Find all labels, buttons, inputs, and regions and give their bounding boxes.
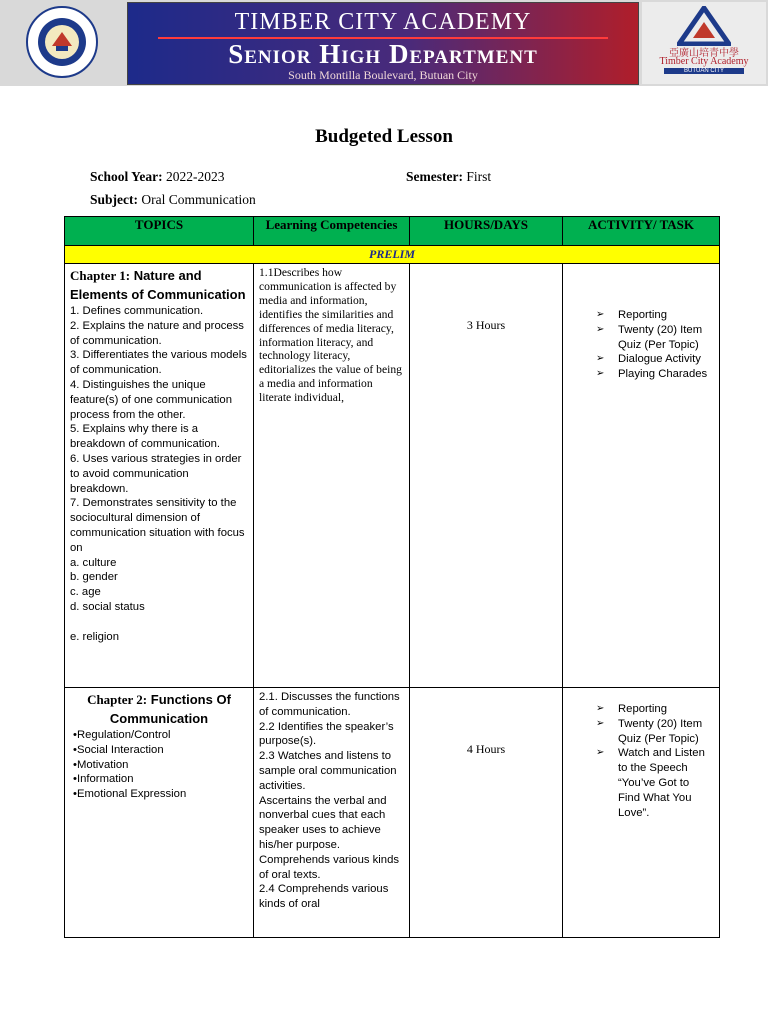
competency-item: Ascertains the verbal and nonverbal cues that each speaker uses to achieve his/her purpose. bbox=[259, 794, 387, 851]
activity-item: ➢ Twenty (20) Item Quiz (Per Topic) bbox=[596, 323, 714, 353]
header-topics: TOPICS bbox=[65, 217, 254, 246]
school-address: South Montilla Boulevard, Butuan City bbox=[288, 68, 478, 82]
deped-seal-icon bbox=[6, 6, 118, 78]
chapter-prefix: Chapter 2: bbox=[87, 692, 148, 707]
activity-item: ➢ Reporting bbox=[596, 308, 714, 323]
topic-list bbox=[70, 728, 248, 802]
school-year-label: School Year: bbox=[90, 169, 163, 184]
activity-item: ➢ Dialogue Activity bbox=[596, 352, 714, 367]
topics-cell bbox=[65, 264, 254, 688]
section-label: PRELIM bbox=[65, 246, 720, 264]
header-learning-competencies: Learning Competencies bbox=[254, 217, 410, 246]
chapter-heading bbox=[70, 266, 248, 304]
competencies-cell bbox=[254, 688, 410, 938]
semester-label: Semester: bbox=[406, 169, 463, 184]
school-year-value: 2022-2023 bbox=[166, 169, 225, 184]
table-row bbox=[65, 688, 720, 938]
topics-cell bbox=[65, 688, 254, 938]
topic-item: 2. Explains the nature and process of communication. bbox=[70, 319, 244, 347]
header-hours-days: HOURS/DAYS bbox=[410, 217, 563, 246]
competencies-cell: 1.1Describes how communication is affected by media and information, identifies the similarities and differences of media literacy, information literacy, and technology literacy, editorializes the value of being a media and information literate individual, bbox=[254, 264, 410, 688]
topic-item bbox=[70, 615, 248, 630]
chapter-heading bbox=[70, 690, 248, 728]
hours-cell: 4 Hours bbox=[410, 688, 563, 938]
activity-cell bbox=[563, 264, 720, 688]
topic-item: 5. Explains why there is a breakdown of communication. bbox=[70, 423, 221, 451]
topic-item: • Emotional Expression bbox=[73, 787, 248, 802]
topic-item: 1. Defines communication. bbox=[70, 305, 204, 317]
competency-item: 2.2 Identifies the speaker’s purpose(s). bbox=[259, 720, 394, 748]
budgeted-lesson-table bbox=[64, 216, 720, 938]
chapter-title: Nature and Elements of Communication bbox=[70, 268, 246, 302]
topic-item: • Social Interaction bbox=[73, 743, 248, 758]
subject-value: Oral Communication bbox=[141, 192, 256, 207]
topic-item: e. religion bbox=[70, 630, 119, 643]
topic-item: • Information bbox=[73, 772, 248, 787]
topic-item: 3. Differentiates the various models of communication. bbox=[70, 349, 247, 377]
topic-list bbox=[70, 304, 248, 644]
topic-item: 4. Distinguishes the unique feature(s) of one communication process from the other. bbox=[70, 378, 233, 421]
school-name: TIMBER CITY ACADEMY bbox=[234, 9, 532, 35]
competency-item: Comprehends various kinds of oral texts. bbox=[259, 853, 400, 881]
logo-chinese-text: 亞廣山培青中學 bbox=[669, 48, 739, 59]
school-banner bbox=[127, 2, 639, 85]
chapter-prefix: Chapter 1: bbox=[70, 268, 131, 283]
document-title: Budgeted Lesson bbox=[315, 126, 453, 147]
section-row-prelim bbox=[65, 246, 720, 264]
activity-item: ➢ Reporting bbox=[596, 702, 714, 717]
semester-value: First bbox=[466, 169, 492, 184]
semester-field bbox=[406, 169, 491, 185]
school-year-field bbox=[90, 169, 225, 185]
topic-item: d. social status bbox=[70, 600, 145, 613]
chapter-title: Functions Of Communication bbox=[109, 692, 231, 726]
topic-item: • Motivation bbox=[73, 758, 248, 773]
topic-item: c. age bbox=[70, 586, 101, 599]
activity-item: ➢ Watch and Listen to the Speech “You’ve Got to Find What You Love”. bbox=[596, 746, 714, 820]
hours-cell: 3 Hours bbox=[410, 264, 563, 688]
table-row bbox=[65, 264, 720, 688]
header-banner bbox=[0, 0, 768, 86]
activity-cell bbox=[563, 688, 720, 938]
topic-item: b. gender bbox=[70, 571, 118, 584]
topic-item: 7. Demonstrates sensitivity to the sociocultural dimension of communication situation with focus on bbox=[70, 497, 245, 554]
school-logo bbox=[642, 2, 766, 84]
topic-item: a. culture bbox=[70, 556, 117, 569]
competency-item: 2.1. Discusses the functions of communication. bbox=[259, 691, 400, 718]
competency-item: 2.3 Watches and listens to sample oral communication activities. bbox=[259, 750, 397, 792]
topic-item: • Regulation/Control bbox=[73, 728, 248, 743]
logo-school-name: Timber City Academy bbox=[659, 56, 749, 67]
table-header-row bbox=[65, 217, 720, 246]
subject-label: Subject: bbox=[90, 192, 138, 207]
subject-field bbox=[90, 192, 256, 208]
activity-list bbox=[568, 702, 714, 820]
activity-list bbox=[568, 308, 714, 382]
logo-city: BUTUAN CITY bbox=[664, 68, 744, 74]
activity-item: ➢ Twenty (20) Item Quiz (Per Topic) bbox=[596, 717, 714, 747]
header-activity-task: ACTIVITY/ TASK bbox=[563, 217, 720, 246]
activity-item: ➢ Playing Charades bbox=[596, 367, 714, 382]
topic-item: 6. Uses various strategies in order to avoid communication breakdown. bbox=[70, 452, 242, 495]
logo-triangle-icon bbox=[677, 6, 731, 46]
competency-item: 2.4 Comprehends various kinds of oral bbox=[259, 883, 389, 911]
department-name: Senior High Department bbox=[228, 39, 538, 69]
